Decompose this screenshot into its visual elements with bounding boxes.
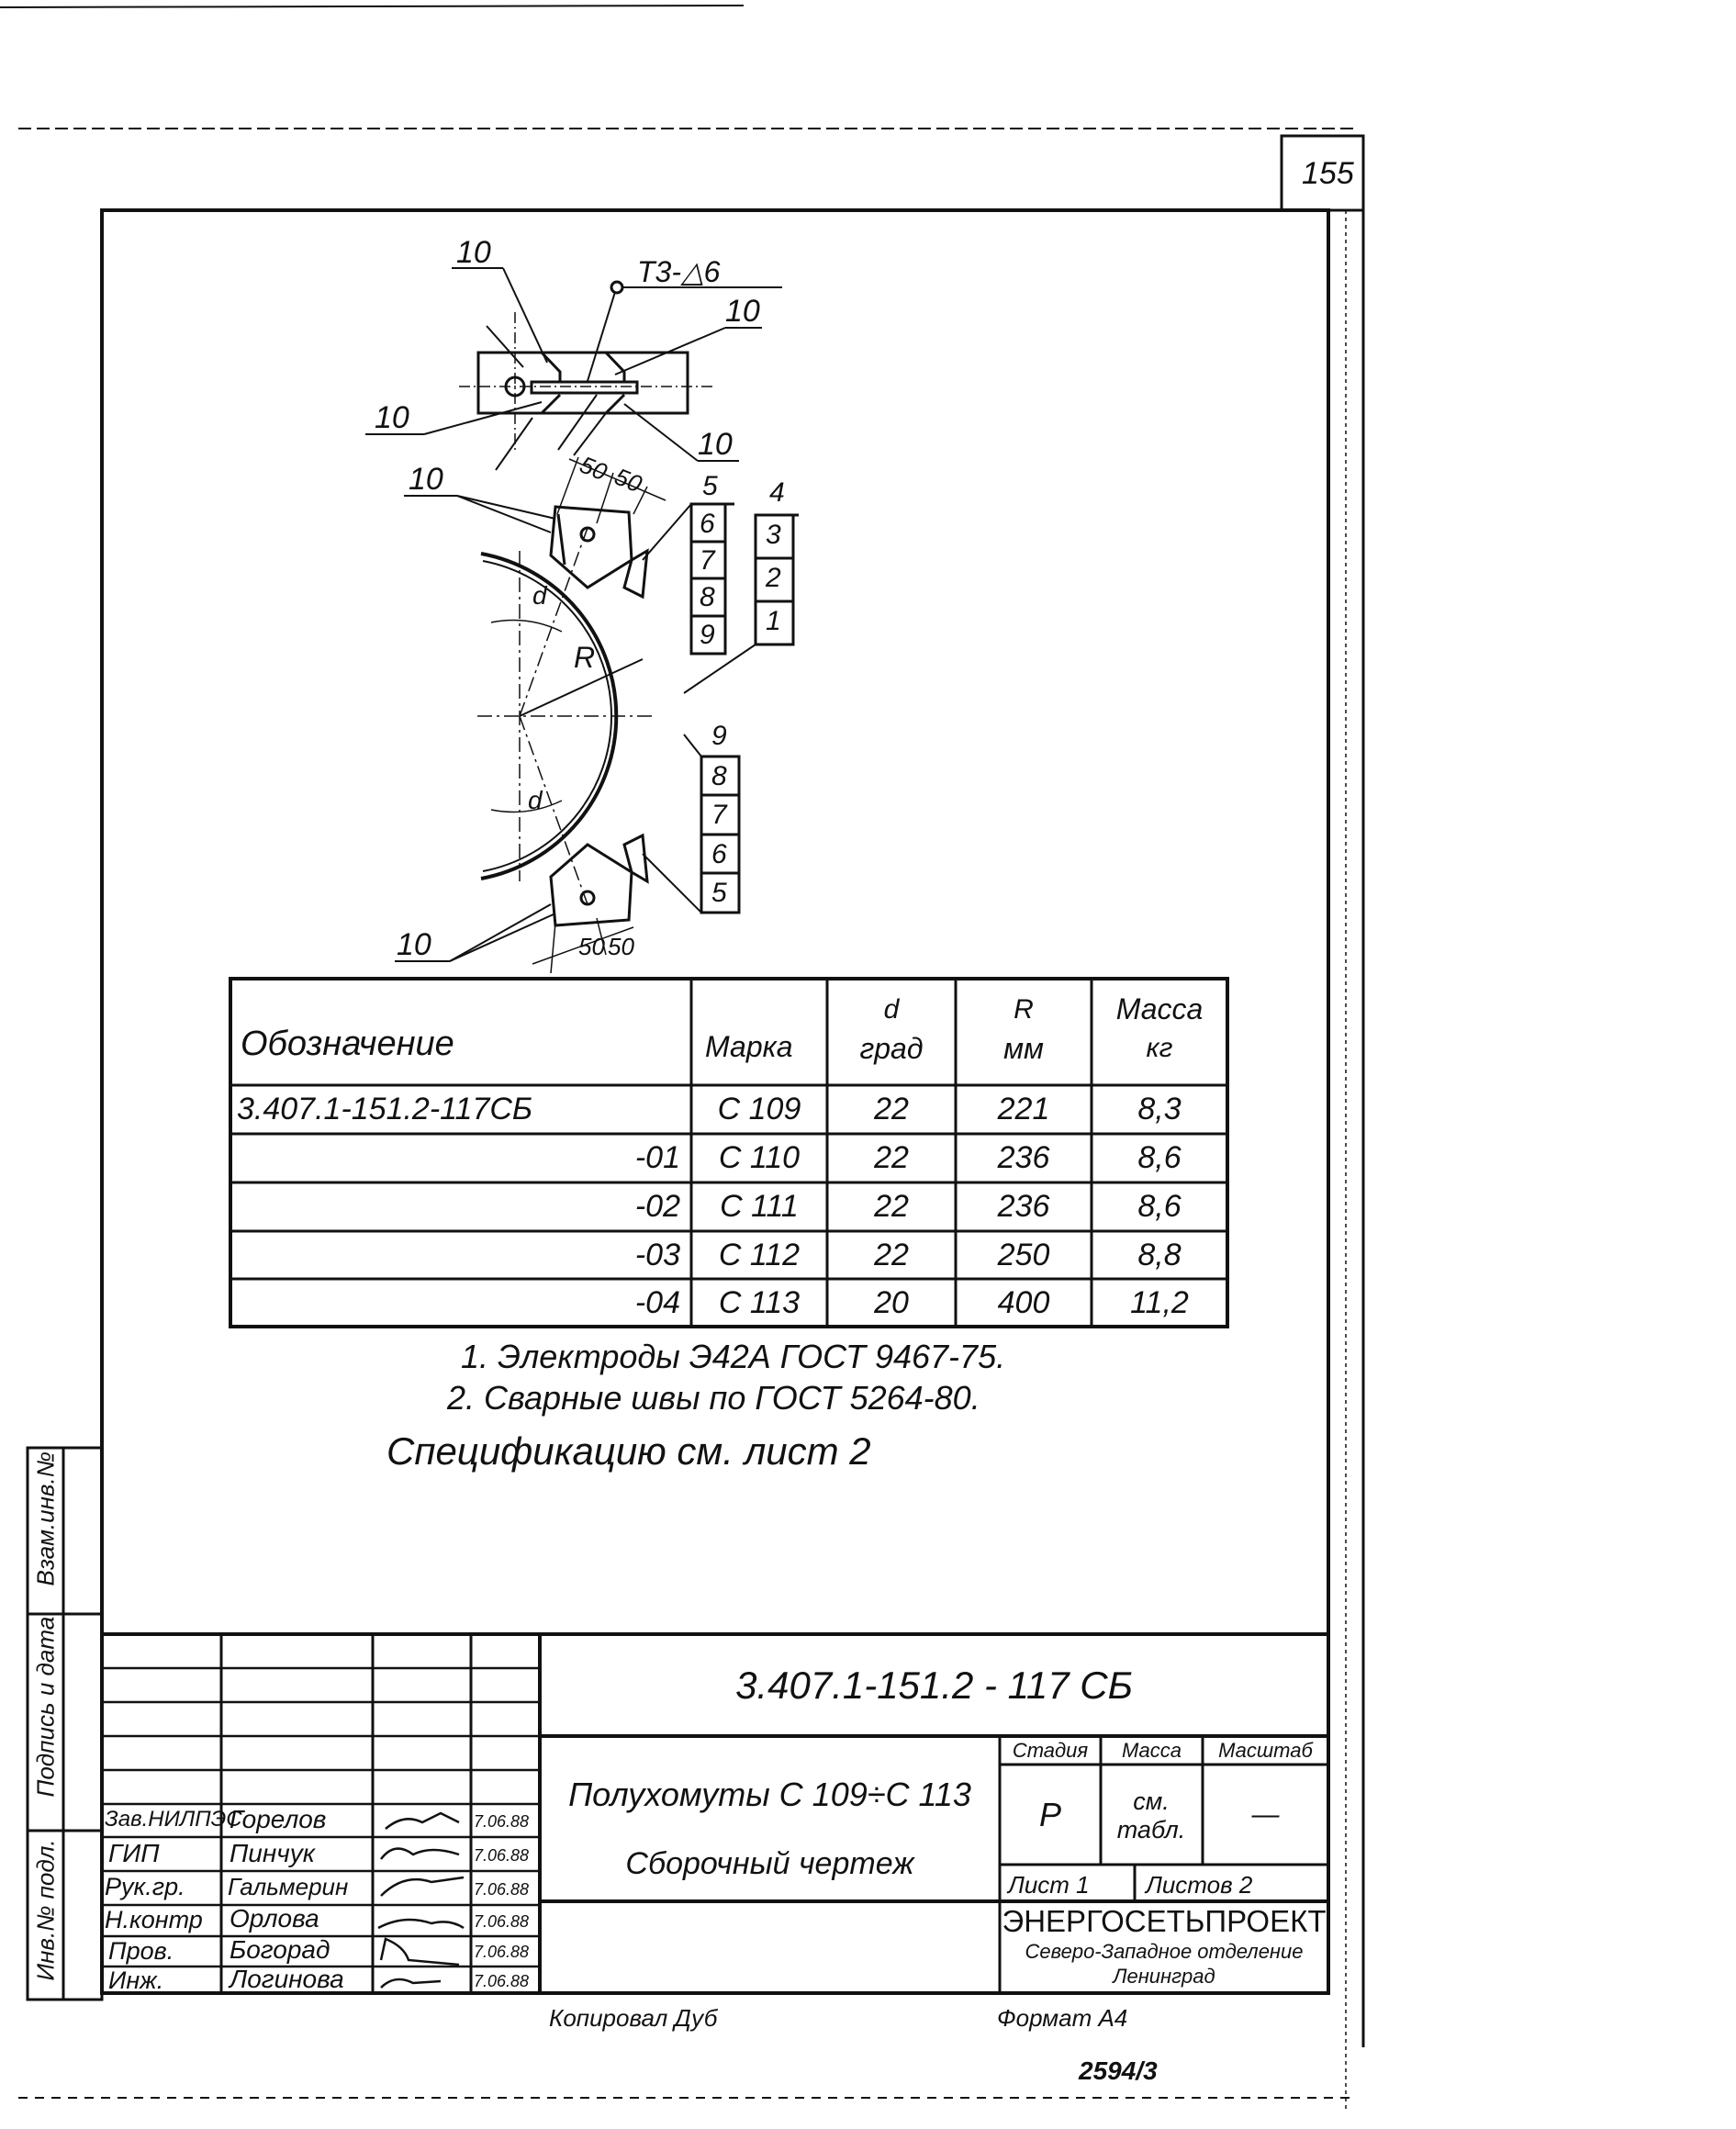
sheet-count: Листов 2 <box>1146 1871 1253 1899</box>
cell-mass: 11,2 <box>1130 1284 1189 1320</box>
mass-value: см. табл. <box>1116 1787 1186 1843</box>
paper-format: Формат А4 <box>997 2004 1128 2032</box>
sheet-number: Лист 1 <box>1008 1871 1090 1899</box>
stage-header: Стадия <box>1012 1738 1089 1762</box>
signature-role: Зав.НИЛПЭС <box>105 1807 242 1832</box>
signature-role: ГИП <box>108 1839 160 1867</box>
header-radius-symbol: R <box>1014 994 1034 1025</box>
position-number: 9 <box>711 721 727 751</box>
callout-10: 10 <box>698 427 733 462</box>
copied-by: Копировал Дуб <box>549 2004 718 2032</box>
cell-mass: 8,8 <box>1137 1237 1182 1272</box>
cell-mark: С 112 <box>718 1237 801 1272</box>
signature-date: 7.06.88 <box>474 1846 530 1865</box>
cell-radius: 236 <box>997 1189 1050 1224</box>
radius-label: R <box>574 641 596 674</box>
signature-role: Инж. <box>108 1967 164 1994</box>
side-strip-replacement: Взам.инв.№ <box>31 1451 60 1586</box>
cell-designation: 3.407.1-151.2-117СБ <box>237 1092 533 1126</box>
signature-name: Гальмерин <box>228 1873 349 1900</box>
position-number: 9 <box>700 620 715 650</box>
position-number: 3 <box>766 520 781 550</box>
document-code: 3.407.1-151.2 - 117 СБ <box>735 1663 1133 1707</box>
cell-designation: -04 <box>634 1284 680 1320</box>
organization-branch: Северо-Западное отделение <box>1025 1940 1304 1963</box>
signature-date: 7.06.88 <box>474 1880 530 1899</box>
cell-designation: -01 <box>634 1140 680 1175</box>
cell-angle: 22 <box>874 1140 909 1175</box>
dimension-50: 50 <box>576 450 611 487</box>
position-number: 1 <box>766 606 781 636</box>
header-radius-unit: мм <box>1003 1031 1044 1065</box>
organization-name: ЭНЕРГОСЕТЬПРОЕКТ <box>1002 1904 1327 1938</box>
cell-mass: 8,6 <box>1137 1140 1182 1175</box>
signature-date: 7.06.88 <box>474 1912 530 1931</box>
sheet-corner-number: 155 <box>1302 156 1354 191</box>
note-2: 2. Сварные швы по ГОСТ 5264-80. <box>447 1379 980 1417</box>
angle-label: d <box>528 786 543 814</box>
dimension-50: 50 <box>610 462 646 499</box>
scale-value: — <box>1251 1798 1280 1830</box>
cell-mark: С 111 <box>720 1189 799 1224</box>
callout-10: 10 <box>397 927 431 962</box>
cell-angle: 22 <box>874 1237 909 1272</box>
dimension-50: 50 <box>608 933 634 960</box>
archive-number: 2594/3 <box>1079 2056 1158 2085</box>
position-number: 5 <box>711 878 727 908</box>
side-strip-original-inventory: Инв.№ подл. <box>31 1839 60 1981</box>
position-number: 7 <box>700 545 715 576</box>
signature-role: Рук.гр. <box>105 1873 185 1900</box>
cell-angle: 20 <box>874 1284 909 1320</box>
cell-radius: 250 <box>997 1237 1050 1272</box>
position-number: 2 <box>766 563 781 593</box>
position-number: 8 <box>700 582 715 612</box>
position-number: 8 <box>711 761 727 791</box>
header-mass: Масса <box>1115 992 1204 1025</box>
dimension-50: 50 <box>578 933 605 960</box>
cell-radius: 236 <box>997 1140 1050 1175</box>
position-number: 6 <box>700 509 715 539</box>
signature-name: Орлова <box>230 1904 319 1933</box>
signature-name: Горелов <box>230 1805 327 1833</box>
cell-radius: 400 <box>997 1284 1050 1320</box>
mass-header: Масса <box>1121 1738 1182 1762</box>
cell-mark: С 110 <box>718 1140 801 1175</box>
cell-designation: -02 <box>634 1189 680 1224</box>
weld-symbol: Т3-△6 <box>637 255 721 288</box>
cell-angle: 22 <box>874 1092 909 1126</box>
note-1: 1. Электроды Э42А ГОСТ 9467-75. <box>461 1338 1006 1375</box>
cell-designation: -03 <box>634 1237 680 1272</box>
header-mass-unit: кг <box>1146 1033 1173 1063</box>
signature-name: Логинова <box>230 1965 344 1993</box>
signature-role: Н.контр <box>105 1906 203 1933</box>
organization-city: Ленинград <box>1113 1965 1215 1988</box>
callout-10: 10 <box>456 235 491 270</box>
callout-10: 10 <box>375 400 409 435</box>
callout-10: 10 <box>725 294 760 329</box>
cell-radius: 221 <box>997 1092 1050 1126</box>
note-specification: Спецификацию см. лист 2 <box>386 1429 871 1473</box>
signature-name: Пинчук <box>230 1839 315 1867</box>
side-strip-signature-date: Подпись и дата <box>31 1616 60 1798</box>
cell-angle: 22 <box>874 1189 909 1224</box>
position-number: 4 <box>769 477 785 508</box>
signature-date: 7.06.88 <box>474 1972 530 1990</box>
cell-mark: С 113 <box>718 1284 801 1320</box>
cell-mass: 8,3 <box>1137 1092 1182 1126</box>
scale-header: Масштаб <box>1218 1738 1313 1762</box>
header-designation: Обозначение <box>241 1025 454 1063</box>
document-subtitle: Сборочный чертеж <box>625 1845 914 1881</box>
header-angle-symbol: d <box>883 994 900 1025</box>
header-mark: Марка <box>705 1030 793 1063</box>
cell-mass: 8,6 <box>1137 1189 1182 1224</box>
signature-date: 7.06.88 <box>474 1812 530 1831</box>
cell-mark: С 109 <box>717 1092 801 1126</box>
position-number: 7 <box>711 800 727 830</box>
callout-10: 10 <box>409 462 443 497</box>
stage-value: Р <box>1038 1795 1061 1833</box>
position-number: 6 <box>711 839 727 869</box>
header-angle-unit: град <box>859 1031 924 1065</box>
angle-label: d <box>532 581 547 610</box>
signature-date: 7.06.88 <box>474 1943 530 1961</box>
position-number: 5 <box>702 471 718 501</box>
signature-role: Пров. <box>108 1937 174 1965</box>
signature-name: Богорад <box>230 1935 330 1964</box>
document-title: Полухомуты С 109÷С 113 <box>568 1776 971 1813</box>
